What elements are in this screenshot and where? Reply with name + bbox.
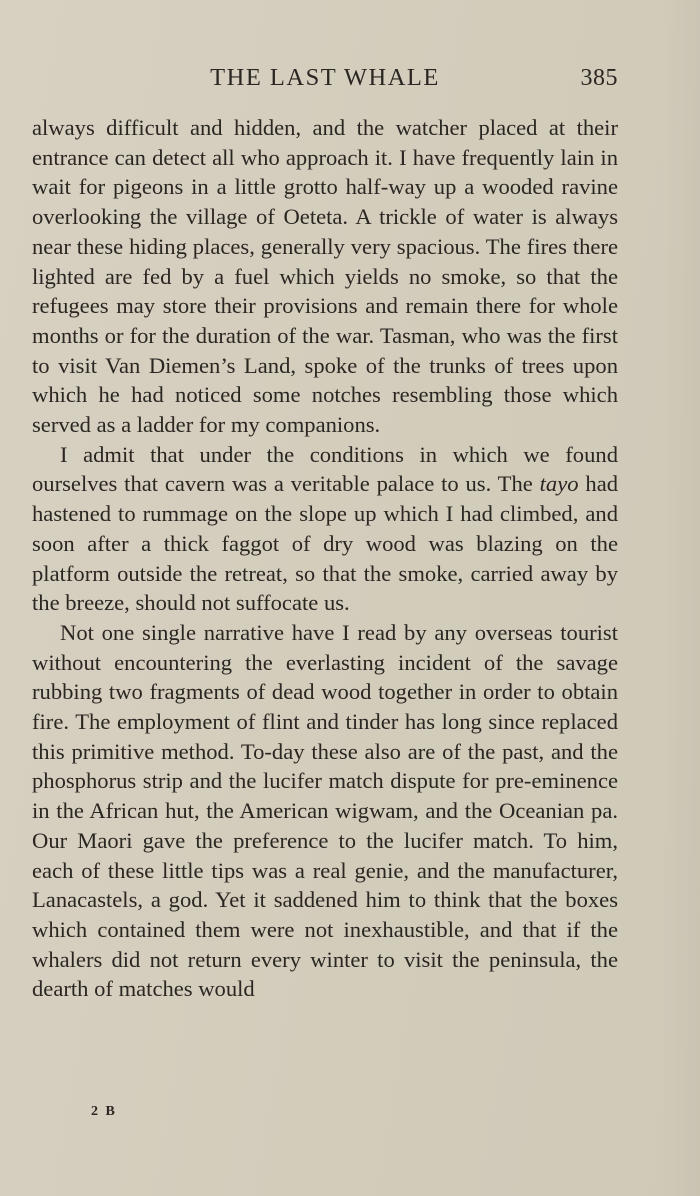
paragraph-3: Not one single narrative have I read by any overseas tourist without encountering the everlasting incident of the savage rubbing two fragments of dead wood together in order to obtain fire. The employment of flint and tinder has long since replaced this primitive method. To-day these also are of the past, and the phosphorus strip and the lucifer match dispute for pre-eminence in the African hut, the American wigwam, and the Oceanian pa. Our Maori gave the preference to the lucifer match. To him, each of these little tips was a real genie, and the manufacturer, Lanacastels, a god. Yet it saddened him to think that the boxes which contained them were not inexhaustible, and that if the whalers did not return every winter to visit the peninsula, the dearth of matches would bbox=[32, 619, 618, 1002]
page-edge-shading bbox=[660, 0, 700, 1196]
running-head: THE LAST WHALE bbox=[210, 64, 440, 91]
paragraph-2-end: had hastened to rummage on the slope up which I had climbed, and soon after a thick faggot of dry wood was blazing on the platform outside the retreat, so that the smoke, carried away by the breeze, should not suffocate us. bbox=[32, 471, 619, 616]
paragraph-2-start: I admit that under the conditions in which we found ourselves that cavern was a veritable palace to us. The bbox=[32, 441, 618, 497]
body-text bbox=[32, 113, 618, 1004]
signature-mark: 2 B bbox=[91, 1104, 117, 1119]
paragraph-2 bbox=[32, 440, 618, 618]
paragraph-1: always difficult and hidden, and the watcher placed at their entrance can detect all who approach it. I have frequently lain in wait for pigeons in a little grotto half-way up a wooded ravine overlooking the village of Oeteta. A trickle of water is always near these hiding places, generally very spacious. The fires there lighted are fed by a fuel which yields no smoke, so that the refugees may store their provisions and remain there for whole months or for the duration of the war. Tasman, who was the first to visit Van Diemen’s Land, spoke of the trunks of trees upon which he had noticed some notches resembling those which served as a ladder for my companions. bbox=[32, 115, 618, 438]
italic-word-tayo: tayo bbox=[539, 471, 579, 497]
page-header bbox=[32, 64, 618, 96]
page-number: 385 bbox=[580, 65, 618, 91]
